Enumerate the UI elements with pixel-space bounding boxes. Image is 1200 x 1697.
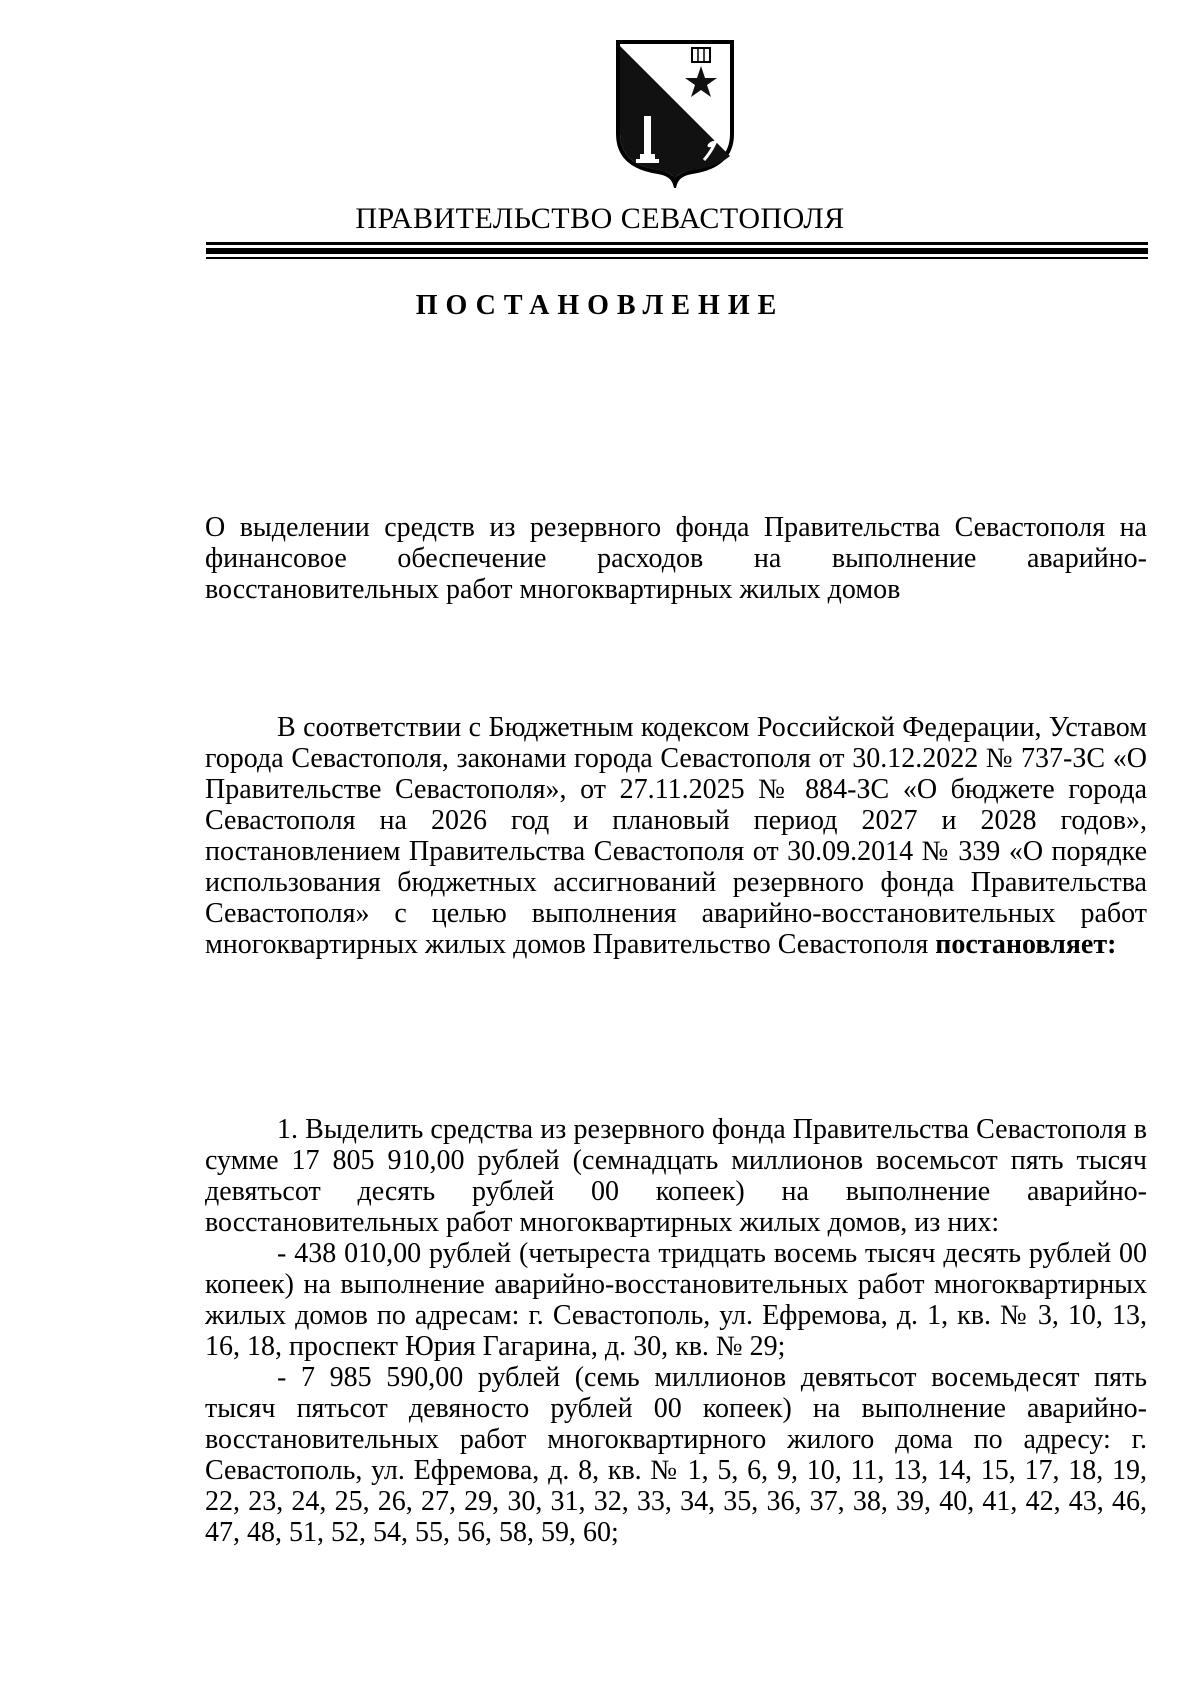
clause-1 (205, 1114, 1147, 1548)
organization-title: ПРАВИТЕЛЬСТВО СЕВАСТОПОЛЯ (355, 202, 845, 235)
subject-text: О выделении средств из резервного фонда Правительства Севастополя на финансовое обеспечение расходов на выполнение аварийно-восстановительных работ многоквартирных жилых домов (205, 512, 1147, 605)
preamble-text: В соответствии с Бюджетным кодексом Российской Федерации, Уставом города Севастополя, законами города Севастополя от 30.12.2022 № 737-ЗС «О Правительстве Севастополя», от 27.11.2025 № 884-ЗС «О бюджете города Севастополя на 2026 год и плановый период 2027 и 2028 годов», постановлением Правительства Севастополя от 30.09.2014 № 339 «О порядке использования бюджетных ассигнований резервного фонда Правительства Севастополя» с целью выполнения аварийно-восстановительных работ многоквартирных жилых домов Правительство Севастополя (205, 712, 1147, 960)
preamble-paragraph (205, 712, 1147, 960)
document-type-heading: ПОСТАНОВЛЕНИЕ (415, 290, 785, 321)
header-divider-thin-top (206, 242, 1148, 245)
clause-1-subitem: - 7 985 590,00 рублей (семь миллионов девятьсот восемьдесят пять тысяч пятьсот девяносто рублей 00 копеек) на выполнение аварийно-восстановительных работ многоквартирного жилого дома по адресу: г. Севастополь, ул. Ефремова, д. 8, кв. № 1, 5, 6, 9, 10, 11, 13, 14, 15, 17, 18, 19, 22, 23, 24, 25, 26, 27, 29, 30, 31, 32, 33, 34, 35, 36, 37, 38, 39, 40, 41, 42, 43, 46, 47, 48, 51, 52, 54, 55, 56, 58, 59, 60; (205, 1362, 1147, 1548)
clause-1-main: 1. Выделить средства из резервного фонда Правительства Севастополя в сумме 17 805 910,00 рублей (семнадцать миллионов восемьсот пять тысяч девятьсот десять рублей 00 копеек) на выполнение аварийно-восстановительных работ многоквартирных жилых домов, из них: (205, 1114, 1147, 1238)
sevastopol-coat-of-arms-icon (612, 38, 738, 188)
decision-word: постановляет: (935, 929, 1117, 960)
header-divider-thin-bottom (206, 257, 1148, 259)
document-subject (205, 512, 1147, 605)
preamble (205, 712, 1147, 960)
header-divider-thick (206, 248, 1148, 254)
clause-1-subitem: - 438 010,00 рублей (четыреста тридцать восемь тысяч десять рублей 00 копеек) на выполнение аварийно-восстановительных работ многоквартирных жилых домов по адресам: г. Севастополь, ул. Ефремова, д. 1, кв. № 3, 10, 13, 16, 18, проспект Юрия Гагарина, д. 30, кв. № 29; (205, 1238, 1147, 1362)
